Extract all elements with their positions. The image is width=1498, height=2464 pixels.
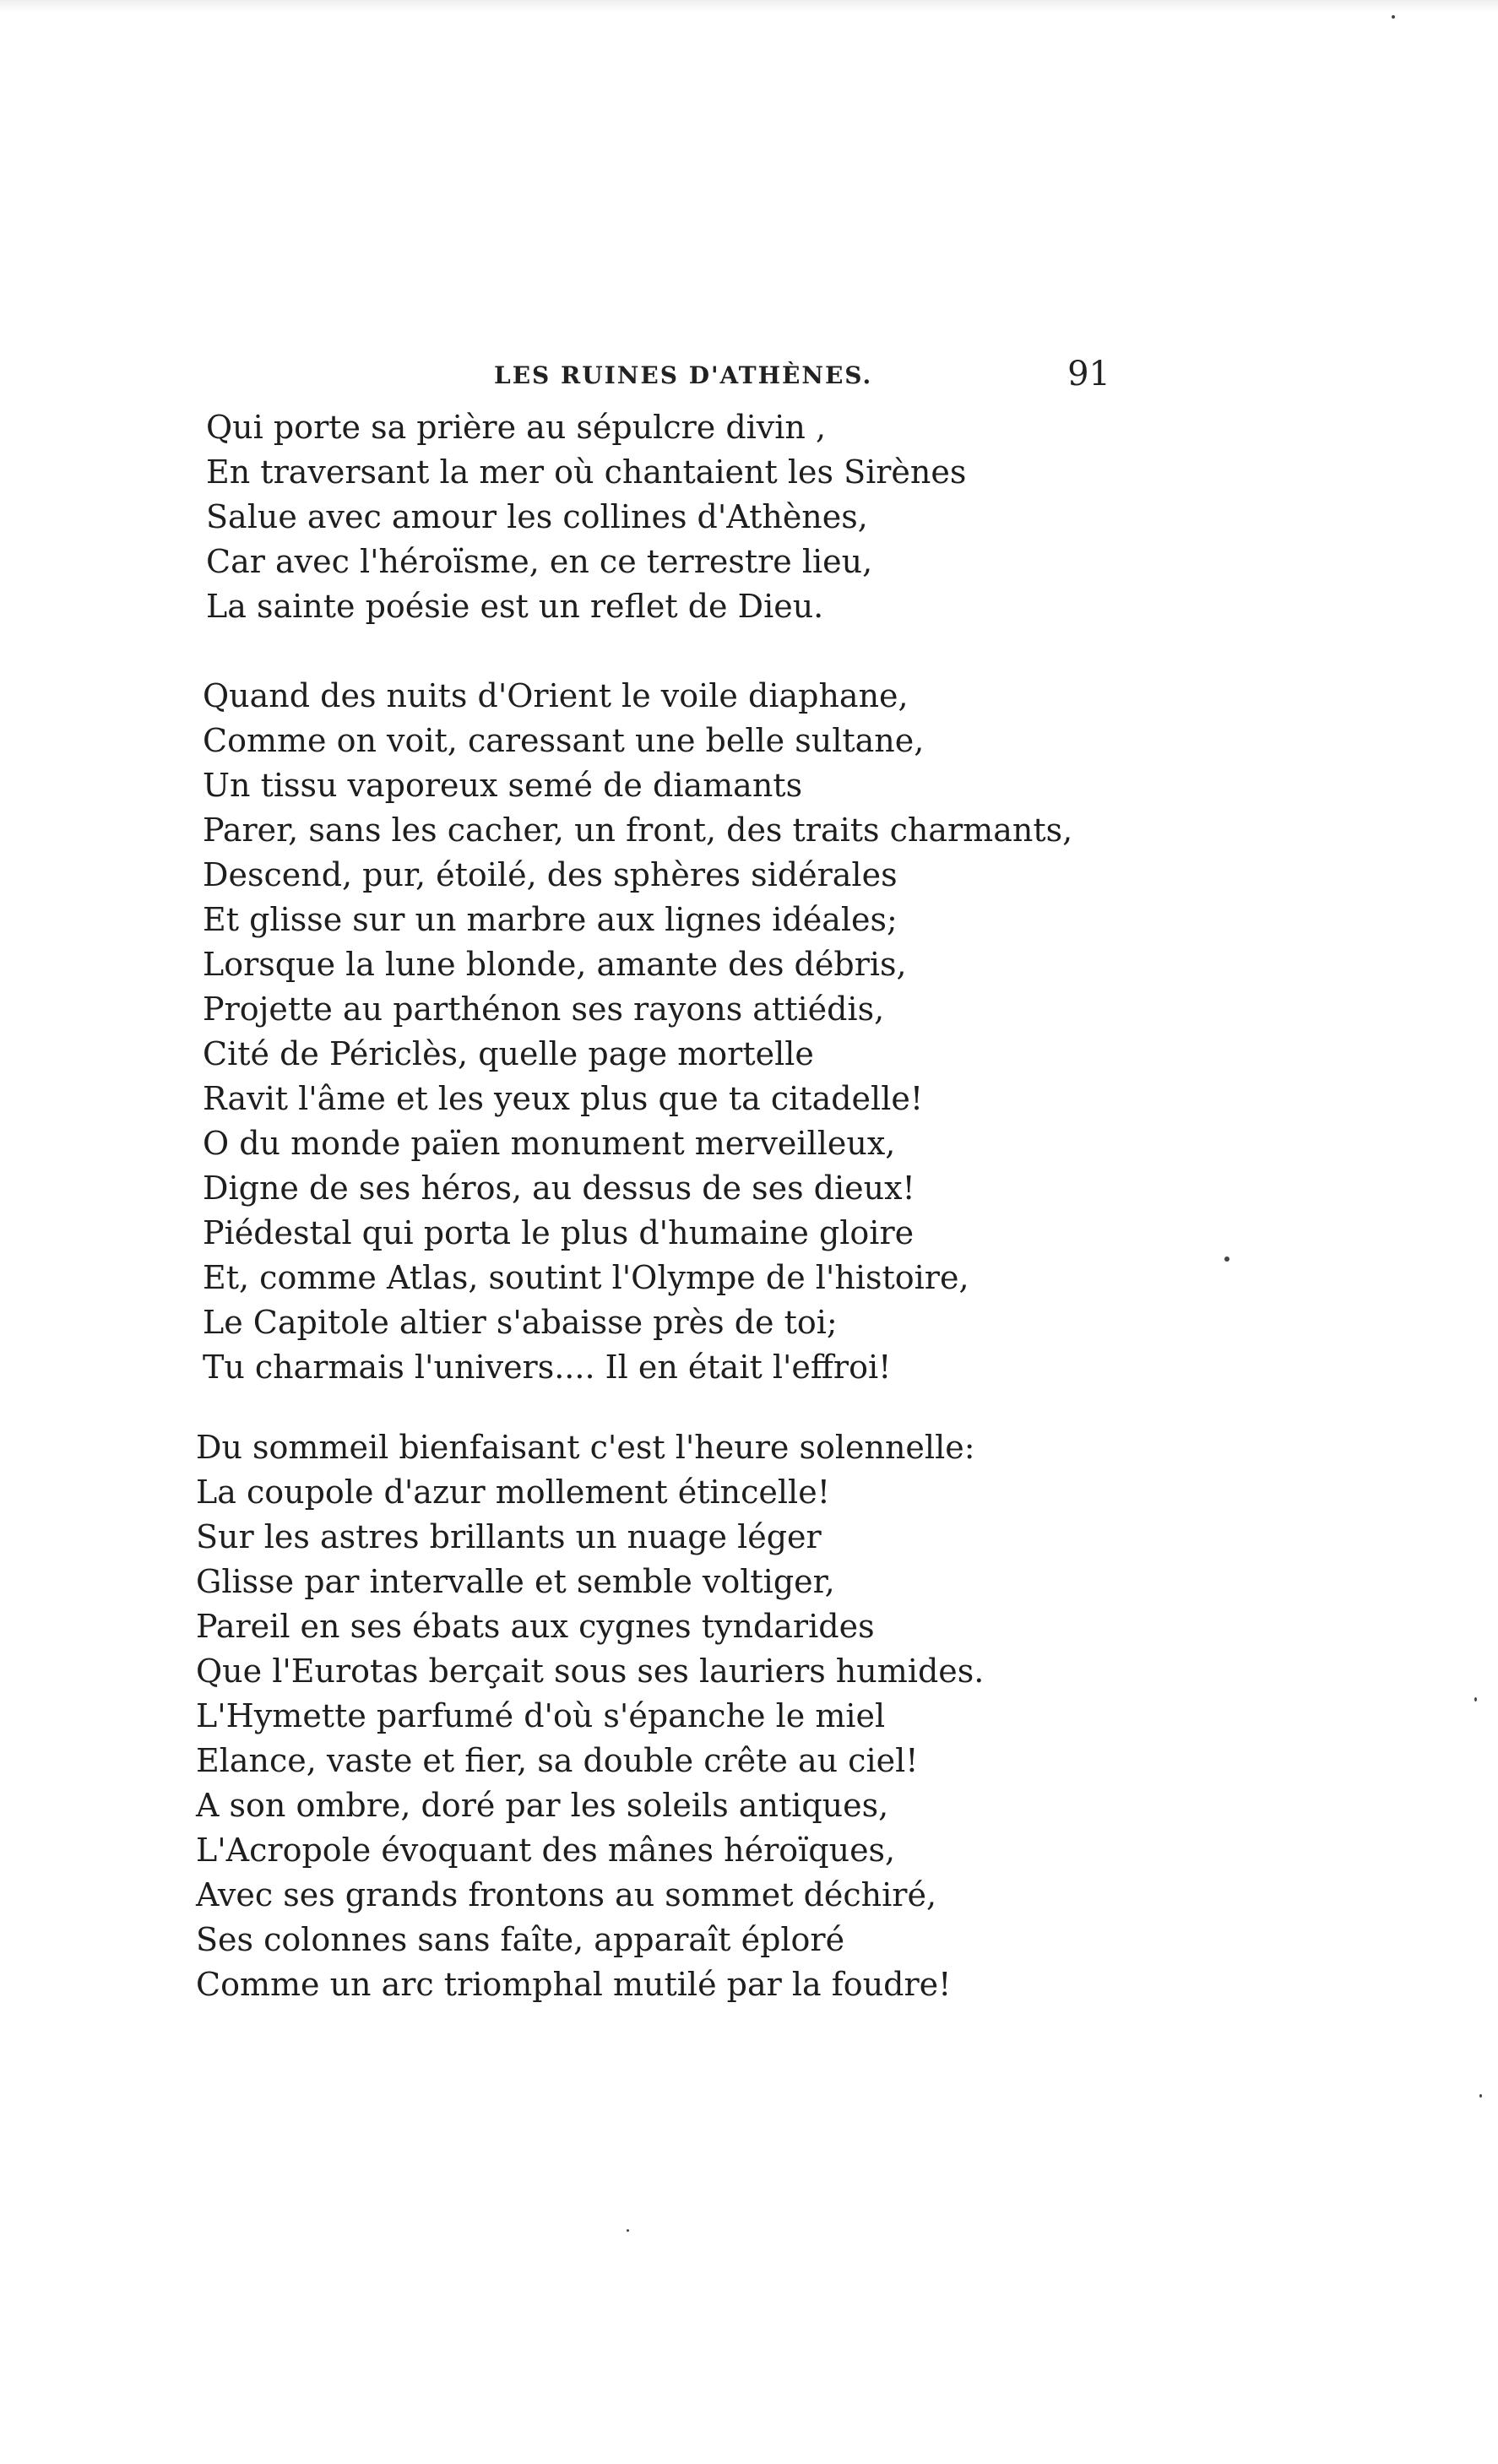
verse-line: Cité de Périclès, quelle page mortelle bbox=[203, 1035, 814, 1072]
verse-line: L'Hymette parfumé d'où s'épanche le miel bbox=[196, 1697, 886, 1734]
verse-line: Comme on voit, caressant une belle sultane, bbox=[203, 722, 925, 759]
verse-line: Qui porte sa prière au sépulcre divin , bbox=[206, 409, 827, 446]
verse-line: Car avec l'héroïsme, en ce terrestre lieu, bbox=[206, 543, 873, 580]
verse-line: Pareil en ses ébats aux cygnes tyndarides bbox=[196, 1608, 875, 1645]
verse-line: L'Acropole évoquant des mânes héroïques, bbox=[196, 1832, 896, 1869]
verse-line: Elance, vaste et fier, sa double crête au ciel! bbox=[196, 1742, 919, 1779]
verse-line: Tu charmais l'univers.... Il en était l'effroi! bbox=[203, 1349, 892, 1386]
verse-line: Sur les astres brillants un nuage léger bbox=[196, 1518, 822, 1555]
verse-line: Et glisse sur un marbre aux lignes idéales; bbox=[203, 901, 898, 938]
verse-line: Piédestal qui porta le plus d'humaine gloire bbox=[203, 1214, 915, 1251]
stanza-3 bbox=[196, 1425, 1159, 2007]
verse-line: Comme un arc triomphal mutilé par la foudre! bbox=[196, 1966, 952, 2003]
verse-line: Quand des nuits d'Orient le voile diaphane, bbox=[203, 677, 909, 714]
page-number: 91 bbox=[1067, 355, 1110, 393]
verse-line: Avec ses grands frontons au sommet déchiré, bbox=[196, 1876, 937, 1913]
verse-line: En traversant la mer où chantaient les Sirènes bbox=[206, 453, 967, 491]
verse-line: Le Capitole altier s'abaisse près de toi; bbox=[203, 1304, 838, 1341]
running-title: LES RUINES D'ATHÈNES. bbox=[494, 361, 873, 389]
verse-line: Parer, sans les cacher, un front, des traits charmants, bbox=[203, 811, 1073, 849]
verse-line: A son ombre, doré par les soleils antiques, bbox=[196, 1787, 889, 1824]
verse-line: Lorsque la lune blonde, amante des débris, bbox=[203, 946, 907, 983]
verse-line: Descend, pur, étoilé, des sphères sidérales bbox=[203, 856, 898, 893]
scan-edge-shadow bbox=[0, 0, 1498, 12]
verse-line: Salue avec amour les collines d'Athènes, bbox=[206, 498, 868, 535]
verse-line: Digne de ses héros, au dessus de ses dieux! bbox=[203, 1170, 915, 1207]
stanza-2 bbox=[203, 674, 1165, 1390]
verse-line: Un tissu vaporeux semé de diamants bbox=[203, 767, 803, 804]
verse-line: La coupole d'azur mollement étincelle! bbox=[196, 1474, 830, 1511]
scan-speck bbox=[1474, 1697, 1477, 1701]
verse-line: Et, comme Atlas, soutint l'Olympe de l'histoire, bbox=[203, 1259, 969, 1296]
verse-line: Ses colonnes sans faîte, apparaît éploré bbox=[196, 1921, 845, 1958]
scan-speck bbox=[627, 2229, 629, 2232]
scan-speck bbox=[1392, 15, 1395, 19]
running-head bbox=[494, 355, 1110, 397]
verse-line: Ravit l'âme et les yeux plus que ta citadelle! bbox=[203, 1080, 924, 1117]
verse-line: Que l'Eurotas berçait sous ses lauriers humides. bbox=[196, 1653, 985, 1690]
verse-line: O du monde païen monument merveilleux, bbox=[203, 1125, 896, 1162]
verse-line: Glisse par intervalle et semble voltiger, bbox=[196, 1563, 835, 1600]
verse-line: La sainte poésie est un reflet de Dieu. bbox=[206, 588, 824, 625]
verse-line: Du sommeil bienfaisant c'est l'heure solennelle: bbox=[196, 1429, 975, 1466]
verse-line: Projette au parthénon ses rayons attiédis, bbox=[203, 990, 885, 1028]
stanza-1 bbox=[206, 405, 1169, 629]
scan-speck bbox=[1479, 2094, 1482, 2098]
scan-speck bbox=[1224, 1256, 1229, 1262]
